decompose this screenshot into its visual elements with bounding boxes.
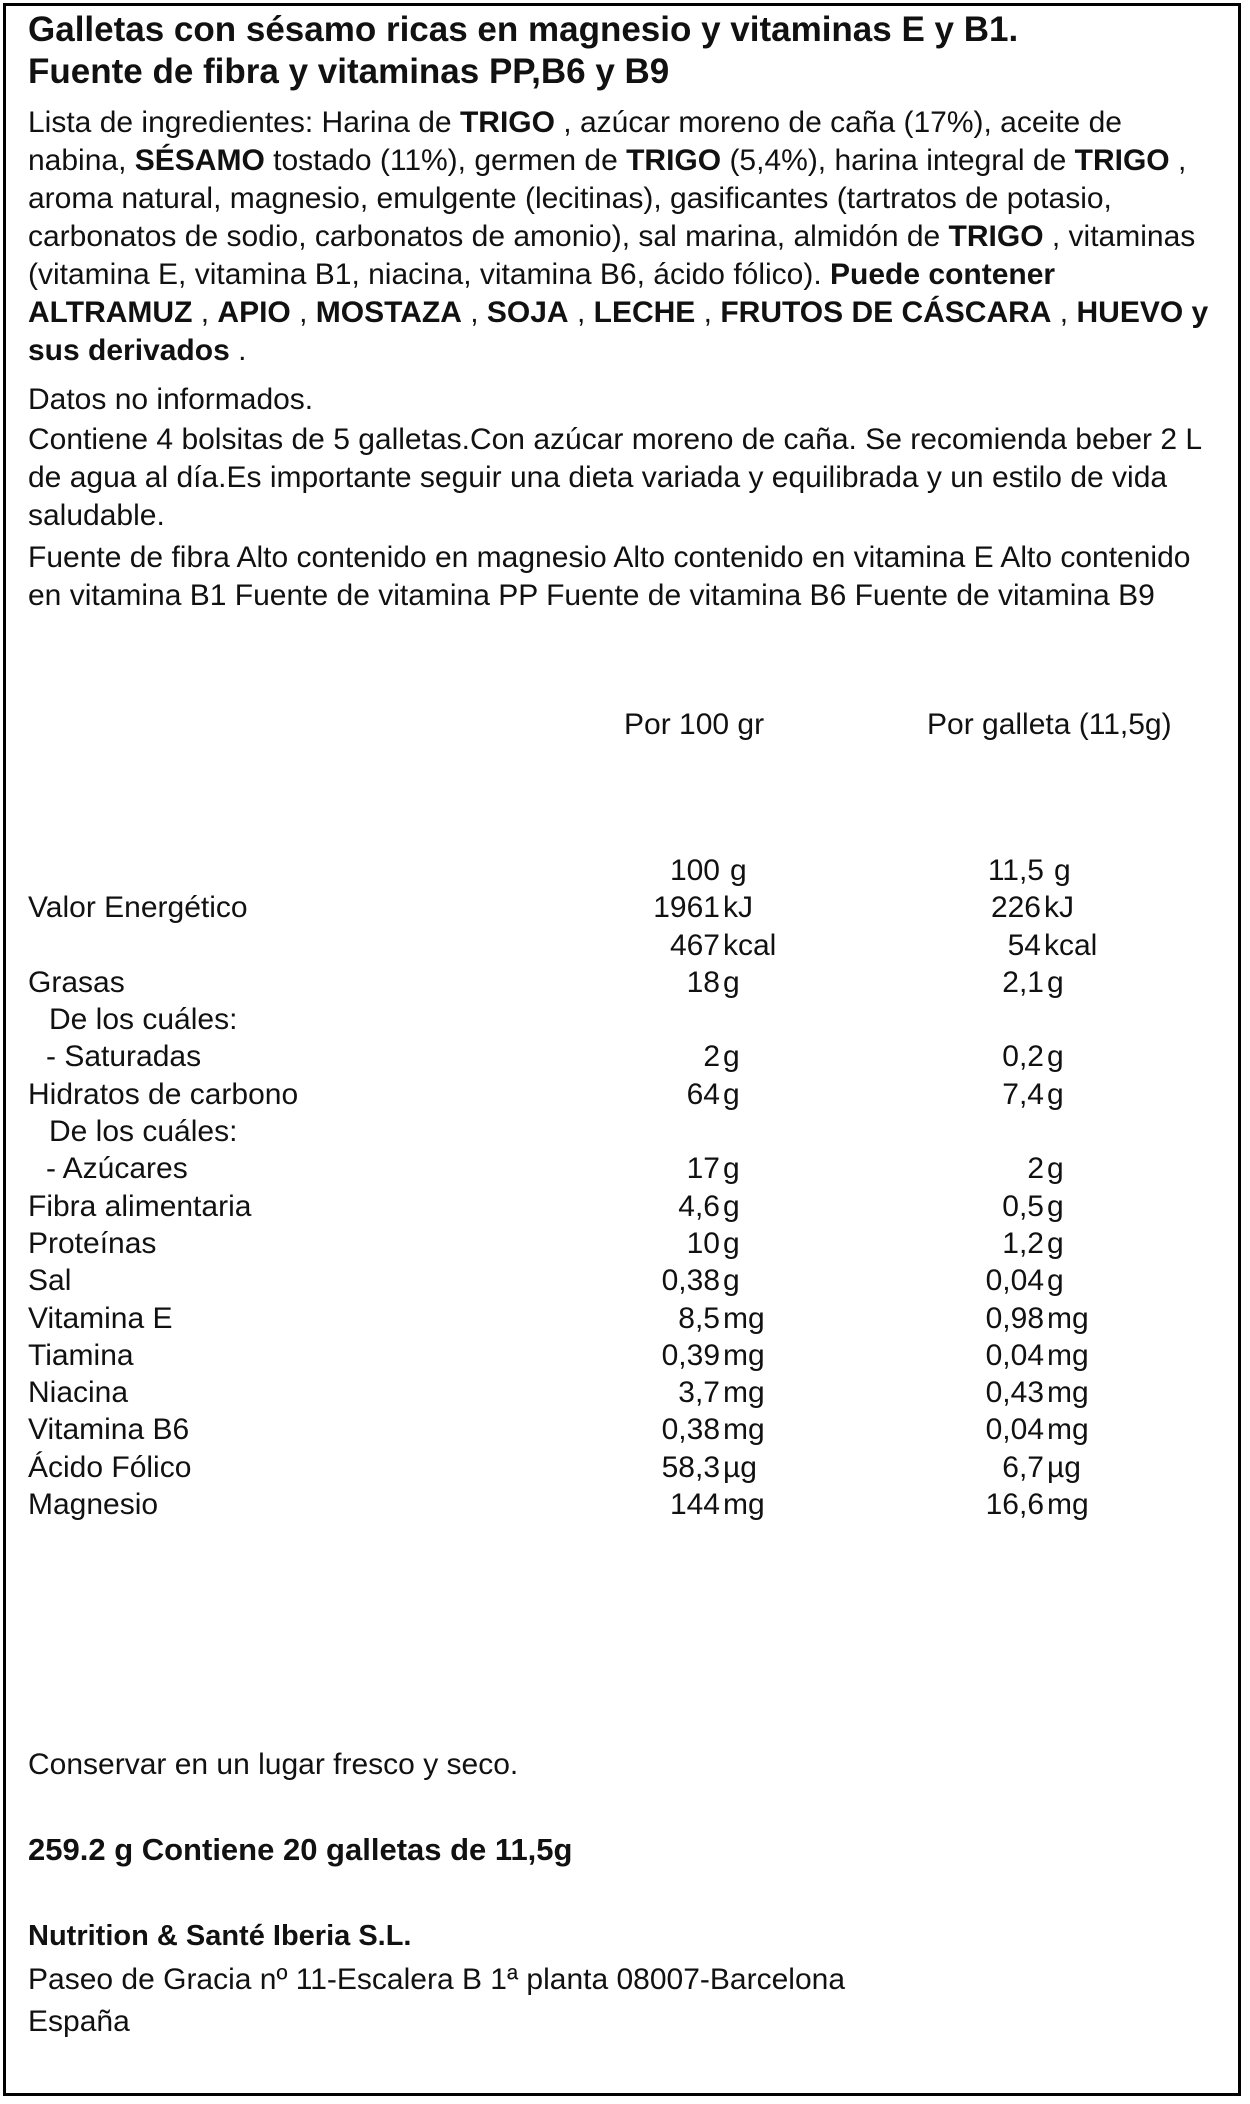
value-per-100g: 467 bbox=[669, 929, 720, 962]
value-per-cookie: 0,04 bbox=[985, 1413, 1044, 1446]
unit-per-100g: g bbox=[723, 1227, 740, 1260]
nutrition-claims: Fuente de fibra Alto contenido en magnesio Alto contenido en vitamina E Alto contenido en vitamina B1 Fuente de vitamina PP Fuente de vitamina B6 Fuente de vitamina B9 bbox=[28, 541, 1191, 612]
nutrient-label: Grasas bbox=[28, 966, 125, 999]
ingredient-text: , aroma natural, magnesio, emulgente (lecitinas), gasificantes (tartratos de potasio, carbonatos de sodio, carbonatos de amonio), sal marina, almidón de bbox=[28, 144, 1187, 253]
value-per-100g: 64 bbox=[686, 1078, 720, 1111]
product-label bbox=[3, 3, 1241, 2096]
value-per-cookie: 6,7 bbox=[1002, 1451, 1044, 1484]
value-per-100g: 144 bbox=[669, 1488, 720, 1521]
unit-per-cookie: g bbox=[1047, 1190, 1064, 1223]
value-per-cookie: 226 bbox=[990, 891, 1041, 924]
allergen-text: TRIGO bbox=[948, 220, 1044, 253]
nutrition-col1-header: Por 100 gr bbox=[624, 708, 765, 741]
nutrient-label: Fibra alimentaria bbox=[28, 1190, 252, 1223]
value-per-cookie: 54 bbox=[1007, 929, 1041, 962]
value-per-100g: 0,38 bbox=[661, 1264, 720, 1297]
nutrient-label: Tiamina bbox=[28, 1339, 134, 1372]
ingredient-text: , vitaminas (vitamina E, vitamina B1, niacina, vitamina B6, ácido fólico). bbox=[28, 220, 1196, 291]
value-per-cookie: 0,2 bbox=[1002, 1040, 1044, 1073]
ingredient-text: , azúcar moreno de caña (17%), aceite de nabina, bbox=[28, 106, 1122, 177]
product-title-line-2: Fuente de fibra y vitaminas PP,B6 y B9 bbox=[28, 52, 670, 91]
ingredient-text: , bbox=[290, 296, 316, 329]
nutrient-label: Sal bbox=[28, 1264, 72, 1297]
value-per-cookie: 16,6 bbox=[985, 1488, 1044, 1521]
product-title-line-1: Galletas con sésamo ricas en magnesio y vitaminas E y B1. bbox=[28, 10, 1019, 49]
unit-per-cookie: g bbox=[1047, 966, 1064, 999]
unit-per-100g: g bbox=[723, 1078, 740, 1111]
unit-per-100g: g bbox=[723, 966, 740, 999]
unit-per-cookie: mg bbox=[1047, 1339, 1089, 1372]
value-per-cookie: 2 bbox=[1027, 1152, 1044, 1185]
allergen-text: TRIGO bbox=[626, 144, 722, 177]
unit-per-cookie: g bbox=[1047, 1040, 1064, 1073]
allergen-text: HUEVO y sus derivados bbox=[28, 296, 1209, 367]
nutrient-label: De los cuáles: bbox=[49, 1003, 238, 1036]
value-per-cookie: 0,43 bbox=[985, 1376, 1044, 1409]
value-per-100g: 17 bbox=[686, 1152, 720, 1185]
unit-per-cookie: g bbox=[1047, 1227, 1064, 1260]
allergen-text: FRUTOS DE CÁSCARA bbox=[720, 296, 1052, 329]
unit-per-100g: mg bbox=[723, 1413, 765, 1446]
value-per-100g: 1961 bbox=[653, 891, 720, 924]
unit-per-cookie: g bbox=[1054, 854, 1071, 887]
nutrient-label: Magnesio bbox=[28, 1488, 159, 1521]
unit-per-cookie: kJ bbox=[1044, 891, 1074, 924]
nutrient-label: Valor Energético bbox=[28, 891, 248, 924]
ingredient-text: , bbox=[568, 296, 594, 329]
ingredient-text: Lista de ingredientes: Harina de bbox=[28, 106, 460, 139]
ingredient-text: . bbox=[229, 334, 247, 367]
unit-per-cookie: mg bbox=[1047, 1488, 1089, 1521]
value-per-100g: 3,7 bbox=[678, 1376, 720, 1409]
value-per-cookie: 11,5 bbox=[987, 854, 1044, 887]
ingredient-text: , bbox=[192, 296, 218, 329]
unit-per-100g: kJ bbox=[723, 891, 753, 924]
unit-per-cookie: mg bbox=[1047, 1302, 1089, 1335]
value-per-100g: 58,3 bbox=[661, 1451, 720, 1484]
product-description: Contiene 4 bolsitas de 5 galletas.Con azúcar moreno de caña. Se recomienda beber 2 L de agua al día.Es importante seguir una dieta variada y equilibrada y un estilo de vida saludable. bbox=[28, 423, 1201, 532]
unit-per-100g: g bbox=[723, 1152, 740, 1185]
unit-per-100g: kcal bbox=[723, 929, 777, 962]
unit-per-100g: mg bbox=[723, 1302, 765, 1335]
storage-instructions: Conservar en un lugar fresco y seco. bbox=[28, 1748, 519, 1781]
allergen-text: TRIGO bbox=[1074, 144, 1170, 177]
allergen-text: SOJA bbox=[486, 296, 569, 329]
value-per-100g: 0,39 bbox=[661, 1339, 720, 1372]
value-per-100g: 4,6 bbox=[678, 1190, 720, 1223]
unit-per-100g: g bbox=[723, 1040, 740, 1073]
ingredient-text: , bbox=[461, 296, 487, 329]
unit-per-100g: mg bbox=[723, 1339, 765, 1372]
nutrition-col2-header: Por galleta (11,5g) bbox=[927, 708, 1172, 741]
unit-per-cookie: g bbox=[1047, 1264, 1064, 1297]
nutrient-label: Vitamina E bbox=[28, 1302, 173, 1335]
value-per-100g: 100 bbox=[669, 854, 720, 887]
nutrient-label: - Azúcares bbox=[46, 1152, 188, 1185]
nutrient-label: Hidratos de carbono bbox=[28, 1078, 299, 1111]
unit-per-100g: mg bbox=[723, 1488, 765, 1521]
allergen-text: MOSTAZA bbox=[315, 296, 462, 329]
value-per-cookie: 0,5 bbox=[1002, 1190, 1044, 1223]
unit-per-cookie: µg bbox=[1047, 1451, 1081, 1484]
unit-per-100g: g bbox=[723, 1190, 740, 1223]
value-per-cookie: 0,04 bbox=[985, 1264, 1044, 1297]
value-per-cookie: 2,1 bbox=[1002, 966, 1044, 999]
ingredient-text: , bbox=[695, 296, 721, 329]
ingredient-text: (5,4%), harina integral de bbox=[721, 144, 1075, 177]
unit-per-cookie: g bbox=[1047, 1078, 1064, 1111]
unit-per-100g: g bbox=[723, 1264, 740, 1297]
company-country: España bbox=[28, 2005, 130, 2038]
data-not-informed: Datos no informados. bbox=[28, 383, 314, 416]
company-address: Paseo de Gracia nº 11-Escalera B 1ª planta 08007-Barcelona bbox=[28, 1963, 846, 1996]
value-per-cookie: 1,2 bbox=[1002, 1227, 1044, 1260]
allergen-text: LECHE bbox=[593, 296, 696, 329]
nutrient-label: - Saturadas bbox=[46, 1040, 202, 1073]
value-per-100g: 18 bbox=[686, 966, 720, 999]
allergen-text: Puede contener ALTRAMUZ bbox=[28, 258, 1056, 329]
value-per-100g: 2 bbox=[703, 1040, 720, 1073]
value-per-cookie: 7,4 bbox=[1002, 1078, 1044, 1111]
ingredient-text: , bbox=[1051, 296, 1077, 329]
value-per-cookie: 0,04 bbox=[985, 1339, 1044, 1372]
net-quantity: 259.2 g Contiene 20 galletas de 11,5g bbox=[28, 1832, 573, 1867]
nutrient-label: Vitamina B6 bbox=[28, 1413, 190, 1446]
company-name: Nutrition & Santé Iberia S.L. bbox=[28, 1920, 412, 1952]
unit-per-cookie: mg bbox=[1047, 1376, 1089, 1409]
unit-per-cookie: mg bbox=[1047, 1413, 1089, 1446]
ingredient-text: tostado (11%), germen de bbox=[264, 144, 627, 177]
nutrient-label: Niacina bbox=[28, 1376, 129, 1409]
nutrient-label: De los cuáles: bbox=[49, 1115, 238, 1148]
value-per-100g: 10 bbox=[686, 1227, 720, 1260]
allergen-text: APIO bbox=[217, 296, 291, 329]
allergen-text: TRIGO bbox=[459, 106, 555, 139]
unit-per-cookie: g bbox=[1047, 1152, 1064, 1185]
unit-per-cookie: kcal bbox=[1044, 929, 1098, 962]
ingredients-list bbox=[28, 104, 1224, 370]
value-per-100g: 0,38 bbox=[661, 1413, 720, 1446]
unit-per-100g: µg bbox=[723, 1451, 757, 1484]
nutrient-label: Ácido Fólico bbox=[28, 1451, 192, 1484]
nutrient-label: Proteínas bbox=[28, 1227, 157, 1260]
value-per-cookie: 0,98 bbox=[985, 1302, 1044, 1335]
allergen-text: SÉSAMO bbox=[134, 144, 265, 177]
unit-per-100g: mg bbox=[723, 1376, 765, 1409]
value-per-100g: 8,5 bbox=[678, 1302, 720, 1335]
unit-per-100g: g bbox=[730, 854, 747, 887]
